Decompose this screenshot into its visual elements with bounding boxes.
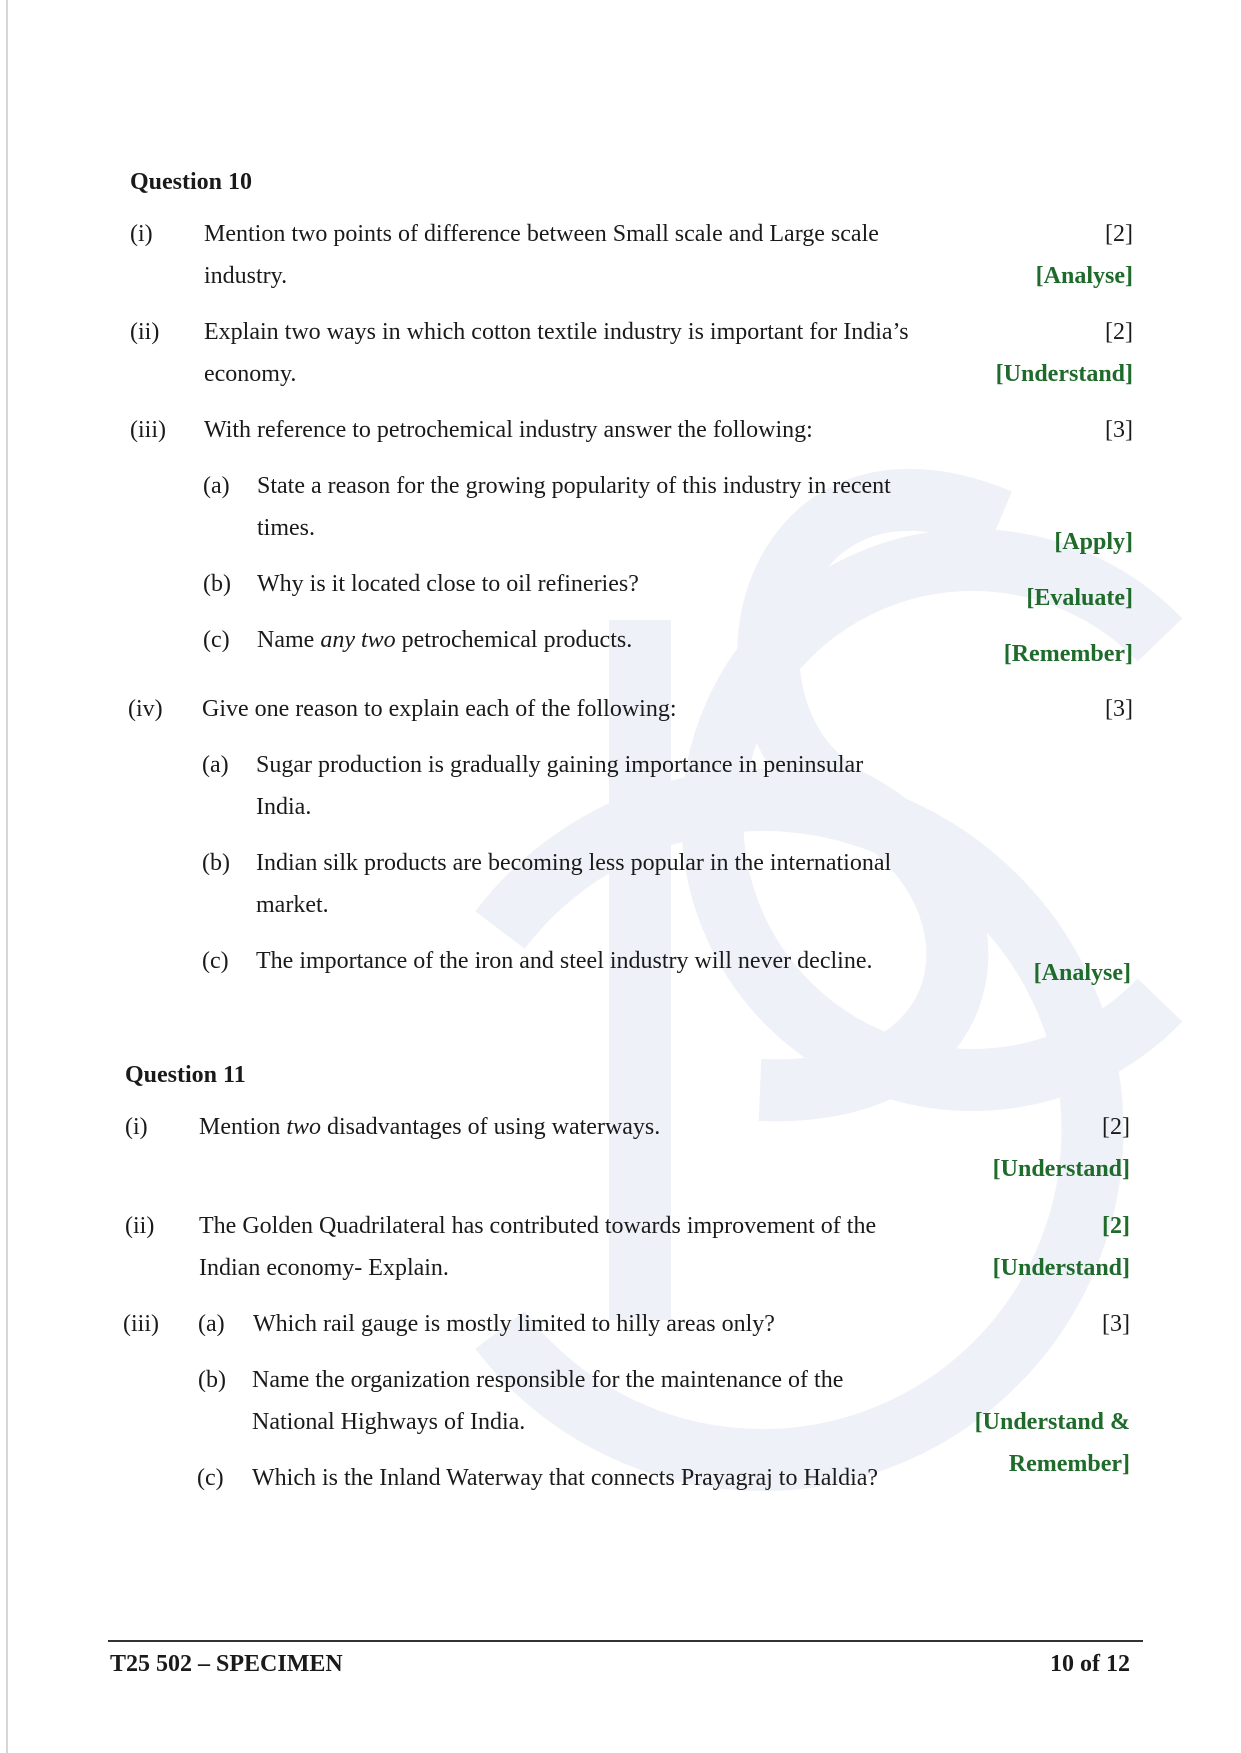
paper-code: T25 502 – SPECIMEN [110,1651,343,1677]
q10-iv-a-number: (a) [202,752,229,778]
page-number: 10 of 12 [1050,1651,1130,1677]
q10-iii-c-text: Name any two petrochemical products. [257,627,633,653]
q10-iii-number: (iii) [130,417,166,443]
q11-iii-b-text-line1: Name the organization responsible for the maintenance of the [252,1367,844,1393]
q10-iii-b-number: (b) [203,571,231,597]
q10-iv-b-text-line1: Indian silk products are becoming less popular in the international [256,850,892,876]
q10-ii-text-line2: economy. [204,361,297,387]
q11-iii-c-text: Which is the Inland Waterway that connects Prayagraj to Haldia? [252,1465,879,1491]
q10-iii-b-text: Why is it located close to oil refineries? [257,571,639,597]
q10-ii-text-line1: Explain two ways in which cotton textile industry is important for India’s [204,319,909,345]
q11-i-text: Mention two disadvantages of using waterways. [199,1114,661,1140]
footer-divider [108,1640,1143,1642]
q10-iv-c-text: The importance of the iron and steel industry will never decline. [256,948,873,974]
q11-ii-skill-tag: [Understand] [992,1255,1130,1281]
q10-i-text-line2: industry. [204,263,288,289]
q10-iii-b-skill-tag: [Evaluate] [1026,585,1133,611]
question-10-heading: Question 10 [130,169,253,195]
q11-iii-c-number: (c) [197,1465,224,1491]
q10-iv-b-text-line2: market. [256,892,329,918]
q10-iii-a-text-line2: times. [257,515,315,541]
q10-i-marks: [2] [1105,221,1133,247]
q10-iv-a-text-line2: India. [256,794,312,820]
q11-iii-number: (iii) [123,1311,159,1337]
page-edge-line [6,0,8,1753]
q11-ii-number: (ii) [125,1213,155,1239]
q10-iv-b-number: (b) [202,850,230,876]
q10-ii-skill-tag: [Understand] [995,361,1133,387]
q10-i-number: (i) [130,221,153,247]
q11-ii-marks: [2] [1102,1213,1130,1239]
q11-i-number: (i) [125,1114,148,1140]
q10-iii-c-skill-tag: [Remember] [1003,641,1133,667]
q11-iii-skill-tag-line2: Remember] [1008,1451,1130,1477]
q10-iii-a-text-line1: State a reason for the growing popularity of this industry in recent [257,473,891,499]
q11-iii-a-number: (a) [198,1311,225,1337]
q11-iii-marks: [3] [1102,1311,1130,1337]
q10-ii-number: (ii) [130,319,160,345]
q10-iv-c-skill-tag: [Analyse] [1033,960,1131,986]
q11-i-skill-tag: [Understand] [992,1156,1130,1182]
q10-iii-marks: [3] [1105,417,1133,443]
q10-iv-c-number: (c) [202,948,229,974]
q11-ii-text-line2: Indian economy- Explain. [199,1255,449,1281]
q11-i-marks: [2] [1102,1114,1130,1140]
q11-iii-b-text-line2: National Highways of India. [252,1409,526,1435]
q10-i-skill-tag: [Analyse] [1035,263,1133,289]
q11-ii-text-line1: The Golden Quadrilateral has contributed towards improvement of the [199,1213,877,1239]
q10-iv-text: Give one reason to explain each of the following: [202,696,677,722]
q10-iii-c-number: (c) [203,627,230,653]
q11-iii-skill-tag-line1: [Understand & [974,1409,1130,1435]
q11-iii-a-text: Which rail gauge is mostly limited to hilly areas only? [253,1311,775,1337]
q10-iii-text: With reference to petrochemical industry answer the following: [204,417,813,443]
q11-iii-b-number: (b) [198,1367,226,1393]
q10-iii-a-number: (a) [203,473,230,499]
q10-iv-marks: [3] [1105,696,1133,722]
q10-iv-a-text-line1: Sugar production is gradually gaining importance in peninsular [256,752,864,778]
q10-i-text-line1: Mention two points of difference between Small scale and Large scale [204,221,879,247]
q10-ii-marks: [2] [1105,319,1133,345]
q10-iv-number: (iv) [128,696,163,722]
question-11-heading: Question 11 [125,1062,246,1088]
q10-iii-a-skill-tag: [Apply] [1054,529,1133,555]
